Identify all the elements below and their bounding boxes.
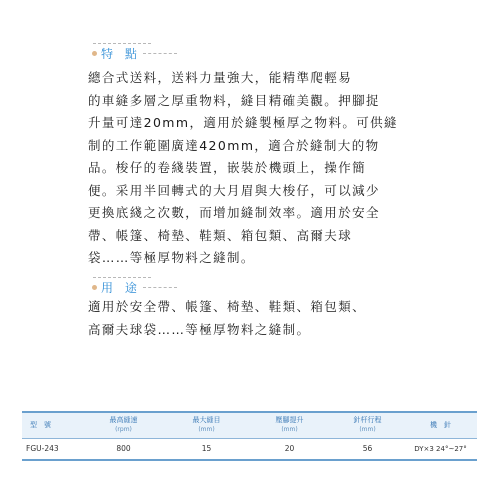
spec-header-needle (404, 412, 477, 438)
spec-header-label: 針杆行程 (353, 416, 382, 425)
spec-header-label: 型 號 (30, 420, 51, 429)
spec-cell-needle-stroke: 56 (362, 444, 373, 453)
table-row (22, 438, 477, 460)
spec-cell-presser-lift: 20 (284, 444, 295, 453)
spec-cell-max-stitch: 15 (201, 444, 212, 453)
features-line: 更換底綫之次數，而增加縫制效率。適用於安全 (88, 205, 380, 220)
spec-cell-model: FGU-243 (26, 444, 59, 453)
spec-header-max-speed (82, 412, 165, 438)
features-line: 總合式送料，送料力量強大，能精準爬輕易 (88, 70, 353, 85)
features-line: 袋……等極厚物料之縫制。 (88, 250, 255, 265)
spec-table (22, 411, 477, 461)
usage-heading (90, 276, 177, 298)
features-line: 帶、帳篷、椅墊、鞋類、箱包類、高爾夫球 (88, 227, 353, 243)
features-paragraph (88, 67, 428, 270)
features-line: 升量可達20mm，適用於縫製極厚之物料。可供縫 (88, 115, 398, 130)
usage-line: 高爾夫球袋……等極厚物料之縫制。 (88, 321, 311, 337)
heading-tail-rule (143, 287, 177, 288)
spec-header-label: 機 針 (430, 420, 451, 429)
spec-table-header-row (22, 412, 477, 438)
heading-tail-rule (143, 53, 177, 54)
spec-header-unit: (mm) (281, 426, 298, 434)
spec-header-max-stitch (165, 412, 248, 438)
spec-header-unit: (rpm) (115, 426, 132, 434)
heading-bullet-icon (92, 51, 97, 56)
spec-header-label: 壓腳提升 (275, 416, 304, 425)
spec-header-unit: (mm) (198, 426, 215, 434)
features-heading-text: 特 點 (101, 46, 141, 61)
spec-header-presser-lift (248, 412, 331, 438)
features-line: 的車縫多層之厚重物料，縫目精確美觀。押腳捉 (88, 92, 380, 108)
spec-header-model (22, 412, 82, 438)
spec-cell-needle: DY×3 24°~27° (414, 444, 467, 453)
spec-header-unit: (mm) (359, 426, 376, 434)
features-line: 便。采用半回轉式的大月眉與大梭仔，可以減少 (88, 182, 380, 198)
usage-heading-text: 用 途 (101, 280, 141, 295)
features-line: 制的工作範圍廣達420mm，適合於縫制大的物 (88, 137, 380, 153)
heading-bullet-icon (92, 285, 97, 290)
features-line: 品。梭仔的卷綫裝置，嵌裝於機頭上，操作簡 (88, 160, 367, 175)
features-heading (90, 42, 177, 64)
spec-header-label: 最大縫目 (192, 416, 221, 425)
spec-cell-max-speed: 800 (116, 444, 131, 453)
spec-header-needle-stroke (331, 412, 404, 438)
spec-header-label: 最高縫速 (109, 416, 138, 425)
usage-line: 適用於安全帶、帳篷、椅墊、鞋類、箱包類、 (88, 299, 367, 314)
usage-paragraph (88, 296, 428, 341)
